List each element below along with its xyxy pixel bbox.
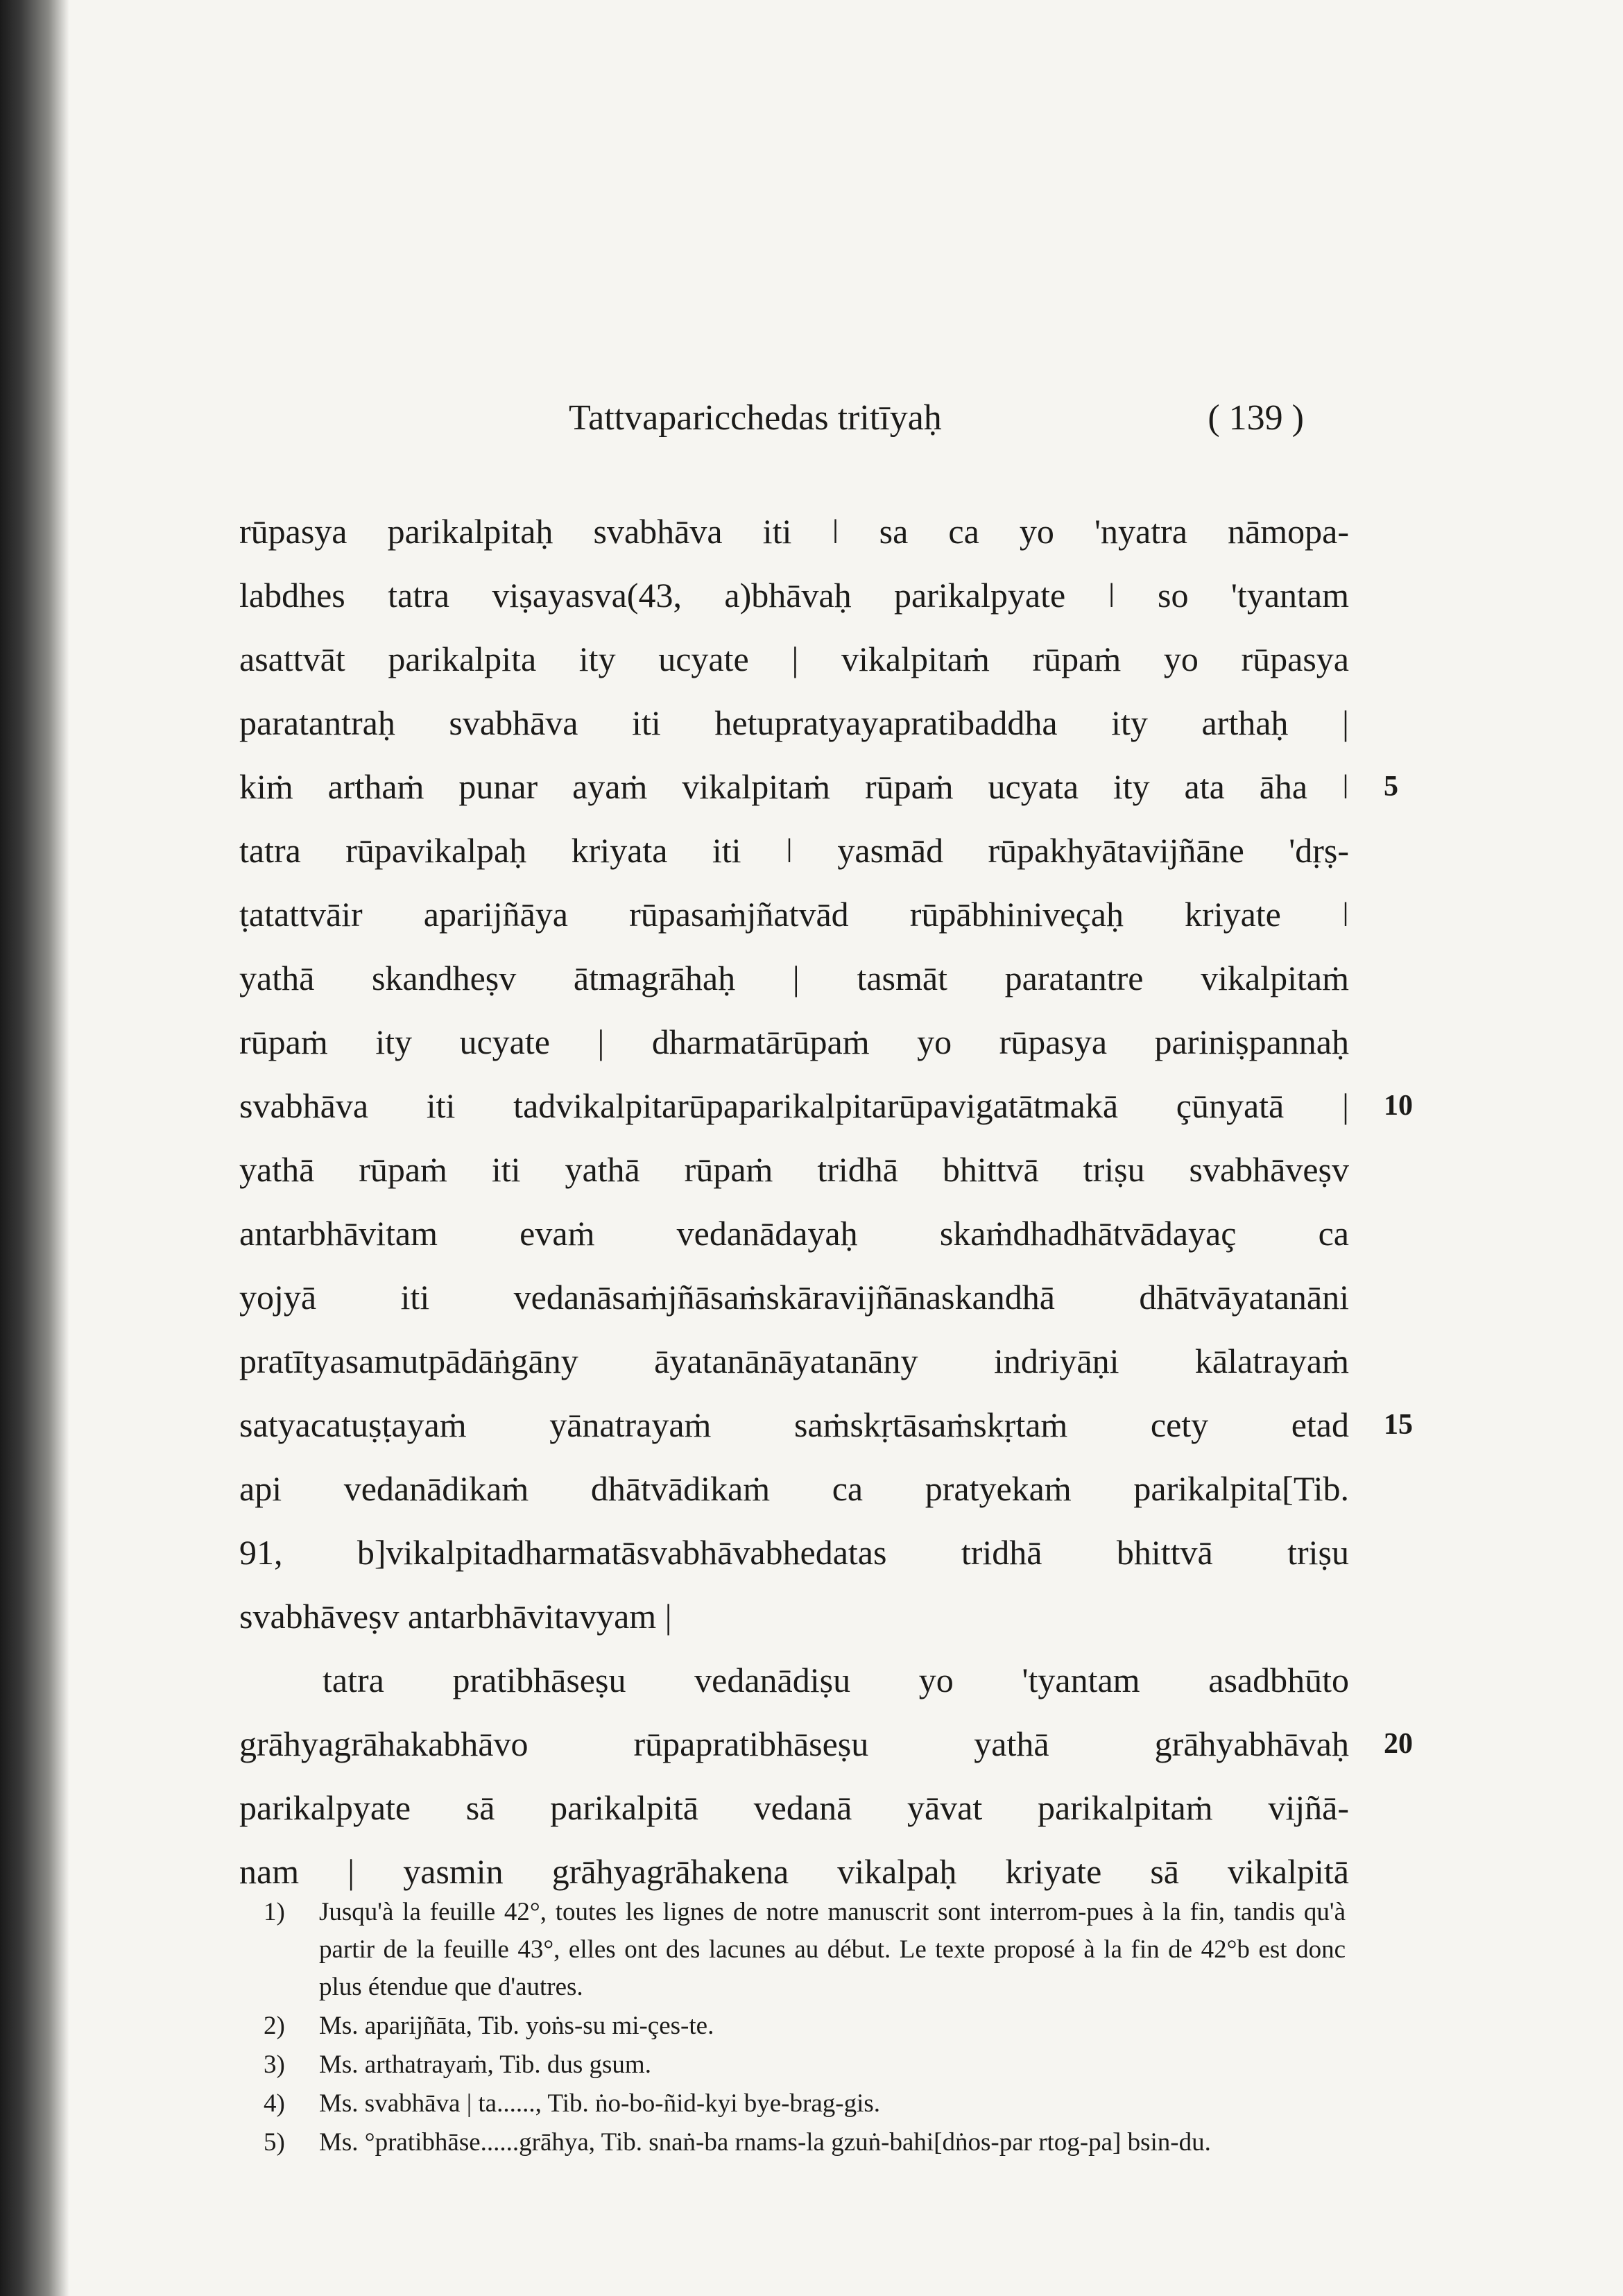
text-line: yathā rūpaṁ iti yathā rūpaṁ tridhā bhittvā triṣu svabhāveṣv	[239, 1150, 1349, 1189]
footnote-number: 5)	[264, 2128, 285, 2157]
footnote-text: Ms. arthatrayaṁ, Tib. dus gsum.	[319, 2050, 651, 2079]
footnote-number: 3)	[264, 2050, 285, 2079]
text-line: api vedanādikaṁ dhātvādikaṁ ca pratyekaṁ parikalpita[Tib.	[239, 1469, 1349, 1508]
footnote-number: 1)	[264, 1898, 285, 1926]
line-number: 20	[1384, 1728, 1413, 1760]
page-number: ( 139 )	[1208, 398, 1304, 438]
text-line: svabhāva iti tadvikalpitarūpaparikalpitarūpavigatātmakā çūnyatā |	[239, 1086, 1349, 1125]
text-line: rūpasya parikalpitaḥ svabhāva iti ǀ sa ca yo 'nyatra nāmopa-	[239, 512, 1349, 551]
text-line: rūpaṁ ity ucyate | dharmatārūpaṁ yo rūpasya pariniṣpannaḥ	[239, 1022, 1349, 1061]
text-line: kiṁ arthaṁ punar ayaṁ vikalpitaṁ rūpaṁ ucyata ity ata āha ǀ	[239, 767, 1349, 806]
footnote	[264, 1894, 1346, 2006]
footnote	[264, 2007, 1346, 2045]
footnote-text: Jusqu'à la feuille 42°, toutes les lignes de notre manuscrit sont interrom-pues à la fin, tandis qu'à partir de la feuille 43°, elles ont des lacunes au début. Le texte proposé à la fin de 42°b est donc plus étendue que d'autres.	[319, 1898, 1346, 2001]
text-line: labdhes tatra viṣayasva(43, a)bhāvaḥ parikalpyate ǀ so 'tyantam	[239, 576, 1349, 615]
footnote	[264, 2046, 1346, 2084]
text-line: svabhāveṣv antarbhāvitavyam |	[239, 1597, 672, 1636]
text-line: asattvāt parikalpita ity ucyate | vikalpitaṁ rūpaṁ yo rūpasya	[239, 640, 1349, 678]
line-number: 5	[1384, 771, 1398, 803]
main-text	[239, 499, 1349, 1903]
footnote	[264, 2085, 1346, 2123]
text-line: grāhyagrāhakabhāvo rūpapratibhāseṣu yathā grāhyabhāvaḥ	[239, 1724, 1349, 1763]
footnote-text: Ms. svabhāva | ta......, Tib. ṅo-bo-ñid-kyi bye-brag-gis.	[319, 2089, 880, 2118]
text-line: ṭatattvāir aparijñāya rūpasaṁjñatvād rūpābhiniveçaḥ kriyate ǀ	[239, 895, 1349, 934]
text-line: parikalpyate sā parikalpitā vedanā yāvat parikalpitaṁ vijñā-	[239, 1788, 1349, 1827]
text-line: 91, b]vikalpitadharmatāsvabhāvabhedatas tridhā bhittvā triṣu	[239, 1533, 1349, 1572]
text-line: nam | yasmin grāhyagrāhakena vikalpaḥ kriyate sā vikalpitā	[239, 1852, 1349, 1891]
footnote-text: Ms. aparijñāta, Tib. yoṅs-su mi-çes-te.	[319, 2012, 714, 2040]
footnote	[264, 2124, 1346, 2161]
footnotes	[264, 1894, 1346, 2163]
text-line: pratītyasamutpādāṅgāny āyatanānāyatanāny indriyāṇi kālatrayaṁ	[239, 1342, 1349, 1380]
text-line: antarbhāvitam evaṁ vedanādayaḥ skaṁdhadhātvādayaç ca	[239, 1214, 1349, 1253]
text-line: paratantraḥ svabhāva iti hetupratyayapratibaddha ity arthaḥ |	[239, 703, 1349, 742]
footnote-number: 4)	[264, 2089, 285, 2118]
chapter-title: Tattvaparicchedas tritīyaḥ	[569, 398, 942, 438]
footnote-number: 2)	[264, 2012, 285, 2040]
scan-binding-shadow	[0, 0, 69, 2296]
text-line: tatra pratibhāseṣu vedanādiṣu yo 'tyantam asadbhūto	[323, 1661, 1349, 1699]
text-line: tatra rūpavikalpaḥ kriyata iti ǀ yasmād rūpakhyātavijñāne 'dṛṣ-	[239, 831, 1349, 870]
text-line: yathā skandheṣv ātmagrāhaḥ | tasmāt paratantre vikalpitaṁ	[239, 959, 1349, 997]
line-number: 15	[1384, 1409, 1413, 1441]
footnote-text: Ms. °pratibhāse......grāhya, Tib. snaṅ-ba rnams-la gzuṅ-bahi[dṅos-par rtog-pa] bsin-du.	[319, 2128, 1211, 2157]
text-line: yojyā iti vedanāsaṁjñāsaṁskāravijñānaskandhā dhātvāyatanāni	[239, 1278, 1349, 1317]
text-line: satyacatuṣṭayaṁ yānatrayaṁ saṁskṛtāsaṁskṛtaṁ cety etad	[239, 1405, 1349, 1444]
line-number: 10	[1384, 1090, 1413, 1122]
